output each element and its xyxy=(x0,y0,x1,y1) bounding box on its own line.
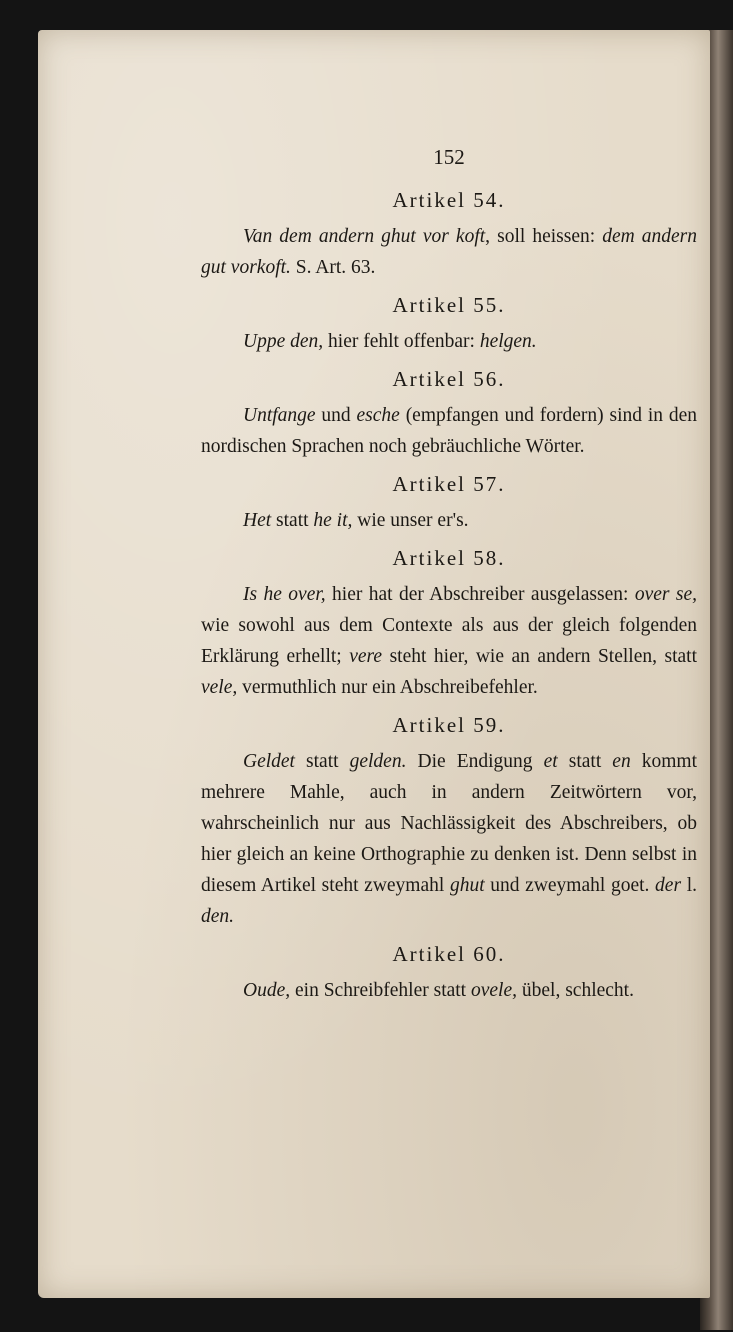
italic-text: et xyxy=(543,751,558,772)
italic-text: en xyxy=(612,751,631,772)
italic-text: Van dem andern ghut vor koft xyxy=(243,226,486,247)
italic-text: Oude, xyxy=(243,980,291,1001)
italic-text: Is he over, xyxy=(243,584,326,605)
article-paragraph xyxy=(201,505,697,536)
italic-text: gelden. xyxy=(349,751,407,772)
article-list xyxy=(201,188,697,1006)
italic-text: Het xyxy=(243,510,272,531)
italic-text: over se, xyxy=(634,584,697,605)
article-heading: Artikel 55. xyxy=(392,293,506,317)
page-text xyxy=(201,145,697,1016)
body-text: ein Schreibfehler statt xyxy=(290,980,471,1001)
article-heading: Artikel 54. xyxy=(392,188,506,212)
body-text: und zweymahl goet. xyxy=(484,875,656,896)
body-text: und xyxy=(315,405,357,426)
body-text: übel, schlecht. xyxy=(517,980,634,1001)
italic-text: der xyxy=(655,875,682,896)
body-text: statt xyxy=(557,751,613,772)
italic-text: helgen. xyxy=(479,331,537,352)
article-heading: Artikel 58. xyxy=(392,546,506,570)
article-heading: Artikel 59. xyxy=(392,713,506,737)
article-heading: Artikel 57. xyxy=(392,472,506,496)
body-text: l. xyxy=(681,875,697,896)
article-paragraph xyxy=(201,746,697,932)
italic-text: dem andern gut vorkoft. xyxy=(201,226,698,278)
italic-text: vere xyxy=(349,646,383,667)
italic-text: den. xyxy=(201,906,235,927)
body-text: statt xyxy=(271,510,314,531)
italic-text: Untfange xyxy=(243,405,316,426)
body-text: kommt mehrere Mahle, auch in andern Zeitwörtern vor, wahrscheinlich nur aus Nachlässigkeit des Abschreibers, ob hier gleich an keine Orthographie zu denken ist. Denn selbst in diesem Artikel steht zweymahl xyxy=(201,751,698,896)
article-paragraph xyxy=(201,400,697,462)
page-number: 152 xyxy=(433,145,465,169)
body-text: Die Endigung xyxy=(406,751,544,772)
italic-text: Geldet xyxy=(243,751,295,772)
body-text: vermuthlich nur ein Abschreibefehler. xyxy=(237,677,538,698)
article-paragraph xyxy=(201,579,697,703)
italic-text: vele, xyxy=(201,677,238,698)
italic-text: he it, xyxy=(313,510,353,531)
body-text: wie sowohl aus dem Contexte als aus der gleich folgenden Erklärung erhellt; xyxy=(201,615,697,667)
italic-text: Uppe den, xyxy=(243,331,324,352)
body-text: hier hat der Abschreiber ausgelassen: xyxy=(325,584,635,605)
body-text: (empfangen und fordern) sind in den nordischen Sprachen noch gebräuchliche Wörter. xyxy=(201,405,697,457)
body-text: , soll heissen: xyxy=(485,226,603,247)
article-heading: Artikel 60. xyxy=(392,942,506,966)
article-paragraph xyxy=(201,221,697,283)
body-text: steht hier, wie an andern Stellen, statt xyxy=(382,646,697,667)
article-heading: Artikel 56. xyxy=(392,367,506,391)
body-text: S. Art. 63. xyxy=(290,257,376,278)
article-paragraph xyxy=(201,975,697,1006)
body-text: hier fehlt offenbar: xyxy=(323,331,480,352)
body-text: statt xyxy=(294,751,350,772)
italic-text: ovele, xyxy=(470,980,517,1001)
article-paragraph xyxy=(201,326,697,357)
italic-text: esche xyxy=(356,405,400,426)
italic-text: ghut xyxy=(449,875,485,896)
body-text: wie unser er's. xyxy=(352,510,469,531)
